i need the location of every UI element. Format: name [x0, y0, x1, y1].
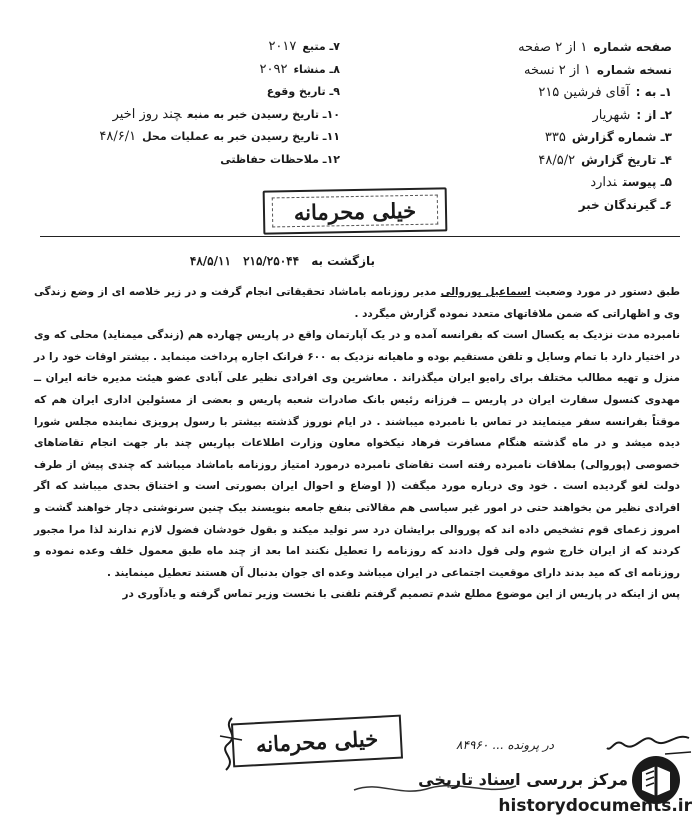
field-label: ۱۲ـ ملاحظات حفاظتی: [220, 152, 340, 166]
body-intro: طبق دستور در مورد وضعیت: [534, 286, 680, 298]
reference-line: [160, 254, 375, 268]
field-label: ۴ـ تاریخ گزارش: [581, 152, 672, 167]
reference-number: ۲۱۵/۲۵۰۴۴: [243, 254, 300, 268]
field-label: ۶ـ گیرندگان خبر: [578, 197, 672, 212]
field-value: ندارد: [590, 175, 617, 190]
body-paragraph: پس از اینکه در پاریس از این موضوع مطلع شدم تصمیم گرفتم تلفنی با نخست وزیر تماس گرفته و یادآوری در: [122, 588, 680, 601]
field-value: ۲۰۹۲: [259, 61, 288, 77]
field-label: ۳ـ شماره گزارش: [571, 130, 672, 144]
field-value: آقای فرشین ۲۱۵: [538, 85, 630, 100]
field-label: ۷ـ متبع: [302, 40, 340, 53]
field-label: ۹ـ تاریخ وقوع: [266, 85, 340, 98]
body-paragraph: نامبرده مدت نزدیک به یکسال است که بفرانسه آمده و در یک آپارتمان واقع در پاریس چهارده هم (زندگی میمناید) محلی که وی در اختیار دارد با تمام وسایل و تلفن مستقیم بوده و ماهیانه نزدیک به ۶۰۰ فرانک اجاره پرداخت مینماید . بیشتر اوقات خود را در منزل و تهیه مطالب مختلف برای راه‌یو ایران میگذراند . معاشرین وی افرادی نظیر علی آبادی عضو هیئت مدیره خانه ایران ــ مهدوی کنسول سفارت ایران در پاریس ــ فرزانه رئیس بانک صادرات شعبه پاریس و بعضی از مسئولین اداری ایران هم که موقتاً بفرانسه سفر مینمایند در تماس با نامبرده میباشند . در ایام نوروز گذشته بیشتر با رسول پرویزی نماینده مجلس شورا دیده میشد و در ماه گذشته هنگام مسافرت فرهاد نیکخواه معاون وزارت اطلاعات بپاریس چند بار جهت انجام تقاضاهای خصوصی (پوروالی) بملاقات نامبرده رفته است تقاضای نامبرده درمورد امتیاز روزنامه باماشاد میباشد که چندی پیش از طرف دولت لغو گردیده است . خود وی درباره مورد میگفت (( اوضاع و احوال ایران بصورتی است و اختناق بحدی میباشد که اگر افرادی نظیر من بخواهند حتی در امور غیر سیاسی هم مقالاتی بنفع جامعه بنویسند بیک چنین سرنوشتی دچار خواهند گشت و امروز زعمای قوم تشخیص داده اند که پوروالی برایشان درد سر تولید میکند و بقول خودشان فضول لازم ندارند لذا مرا مجبور کردند که از ایران خارج شوم ولی قول دادند که روزنامه را تعطیل نکنند اما بعد از چند ماه طبق معمول خلف وعده نموده و روزنامه ای که مید بدند دارای موقعیت اجتماعی در ایران میباشد وعده ای جوان بدنبال آن هستند تعطیل مینمایند .: [34, 329, 680, 579]
footer-classification-stamp: [231, 715, 403, 768]
watermark-title: مرکز بررسی اسناد تاریخی: [418, 770, 628, 789]
header-field: [40, 81, 340, 104]
classification-stamp: [263, 187, 448, 234]
stamp-text: خیلی محرمانه: [293, 197, 417, 225]
field-label: ۸ـ منشاء: [293, 62, 340, 76]
field-label: صفحه شماره: [593, 40, 672, 54]
field-value: ۳۳۵: [544, 130, 566, 145]
stamp-text: خیلی محرمانه: [255, 725, 379, 757]
header-field: [40, 149, 340, 172]
reference-date: ۴۸/۵/۱۱: [189, 254, 231, 268]
field-value: چند روز اخیر: [112, 106, 182, 122]
header-field: [40, 36, 340, 59]
field-label: نسخه شماره: [596, 62, 672, 77]
field-label: ۱۰ـ تاریخ رسیدن خبر به منبع: [187, 107, 340, 121]
reference-label: بازگشت به: [311, 254, 375, 268]
field-value: ۲۰۱۷: [268, 39, 297, 54]
field-value: ۱ از ۲ صفحه: [518, 40, 588, 55]
header-fields-left: [40, 36, 340, 171]
field-value: ۱ از ۲ نسخه: [523, 62, 591, 78]
field-value: ۴۸/۶/۱: [99, 129, 137, 144]
body-paragraph: [34, 282, 680, 325]
field-value: شهریار: [592, 107, 631, 123]
watermark-url: historydocuments.ir: [498, 796, 692, 816]
field-label: ۵ـ پیوست: [622, 175, 672, 189]
report-body: [34, 282, 680, 606]
header-field: [40, 126, 340, 149]
field-label: ۱ـ به :: [635, 85, 672, 99]
header-divider: [40, 236, 680, 237]
subject-name: اسماعیل پوروالی: [440, 286, 531, 298]
header-field: [40, 59, 340, 82]
field-label: ۲ـ از :: [636, 107, 672, 122]
header-field: [40, 104, 340, 127]
field-value: ۴۸/۵/۲: [538, 152, 576, 168]
body-text-segment: مدیر روزنامه باماشاد تحقیقاتی انجام گرفت و در زیر خلاصه ای از وضع زندگی وی و اظهاراتی که ضمن ملاقاتهای متعدد نموده گزارش میگردد .: [34, 286, 680, 320]
handwritten-note: در پرونده ... ۸۴۹۶۰: [456, 738, 554, 752]
field-label: ۱۱ـ تاریخ رسیدن خبر به عملیات محل: [142, 130, 340, 143]
